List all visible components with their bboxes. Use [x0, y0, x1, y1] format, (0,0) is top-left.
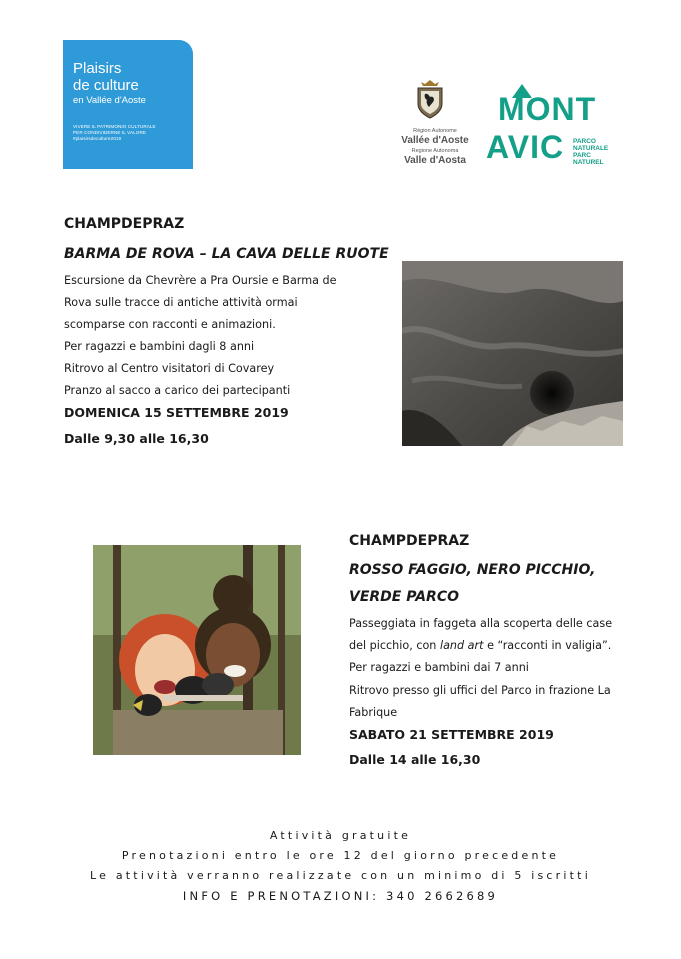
- plaisirs-de-culture-logo: [63, 40, 193, 169]
- event2-desc-emphasis: land art: [439, 639, 484, 652]
- children-photo: [93, 545, 301, 755]
- cave-photo: [402, 261, 623, 446]
- event2-time: Dalle 14 alle 16,30: [349, 752, 481, 767]
- region-text-fr: Vallée d'Aoste: [401, 135, 469, 146]
- footer-booking-deadline: Prenotazioni entro le ore 12 del giorno precedente: [121, 849, 560, 862]
- event1-desc-line: scomparse con racconti e animazioni.: [64, 318, 276, 331]
- event1-desc-line: Rova sulle tracce di antiche attività ormai: [64, 296, 298, 309]
- region-valle-aosta-logo: [395, 80, 475, 170]
- logo-small-line3: #plaisirsdeculture2019: [73, 136, 122, 141]
- park-text-3: PARC: [573, 152, 591, 159]
- footer-free-activities: Attività gratuite: [269, 829, 412, 842]
- event1-time: Dalle 9,30 alle 16,30: [64, 431, 209, 446]
- event2-date: SABATO 21 SETTEMBRE 2019: [349, 727, 554, 742]
- event2-desc-text: e “racconti in valigia”.: [483, 639, 612, 652]
- event1-town: CHAMPDEPRAZ: [64, 216, 185, 232]
- event2-town: CHAMPDEPRAZ: [349, 533, 470, 549]
- event2-title-line2: VERDE PARCO: [349, 589, 460, 605]
- logo-text-line2: de culture: [73, 77, 139, 94]
- mont-avic-word1: MONT: [498, 91, 597, 127]
- logo-small-line1: VIVERE IL PATRIMONIO CULTURALE: [73, 124, 156, 129]
- footer-info-phone: INFO E PRENOTAZIONI: 340 2662689: [182, 889, 499, 903]
- region-text-fr-small: Région Autonome: [413, 128, 457, 134]
- logo-text-line1: Plaisirs: [73, 60, 122, 77]
- event1-desc-line: Per ragazzi e bambini dagli 8 anni: [64, 340, 255, 353]
- logo-small-line2: PER CONDIVIDERNE IL VALORE: [73, 130, 147, 135]
- region-text-it: Valle d'Aosta: [404, 155, 466, 166]
- event2-title-line1: ROSSO FAGGIO, NERO PICCHIO,: [349, 562, 596, 578]
- event1-desc-line: Ritrovo al Centro visitatori di Covarey: [64, 362, 275, 375]
- event1-desc-line: Pranzo al sacco a carico dei partecipanti: [64, 384, 291, 397]
- footer-minimum-participants: Le attività verranno realizzate con un minimo di 5 iscritti: [90, 869, 591, 882]
- event2-desc-line: Ritrovo presso gli uffici del Parco in frazione La: [349, 684, 611, 697]
- event2-desc-line: Per ragazzi e bambini dai 7 anni: [349, 661, 529, 674]
- event2-desc-line: Passeggiata in faggeta alla scoperta delle case: [349, 617, 613, 630]
- event1-desc-line: Escursione da Chevrère a Pra Oursie e Barma de: [64, 274, 337, 287]
- mont-avic-park-logo: [484, 84, 619, 174]
- park-text-4: NATUREL: [573, 159, 604, 166]
- mont-avic-word2: AVIC: [486, 129, 565, 165]
- event2-desc-line: [349, 639, 611, 652]
- coat-of-arms-icon: [415, 80, 445, 120]
- event1-date: DOMENICA 15 SETTEMBRE 2019: [64, 405, 289, 420]
- park-text-2: NATURALE: [573, 145, 609, 152]
- event2-desc-text: del picchio, con: [349, 639, 440, 652]
- region-text-it-small: Regione Autonoma: [411, 148, 459, 154]
- event1-title: BARMA DE ROVA – LA CAVA DELLE RUOTE: [64, 246, 389, 262]
- logo-text-line3: en Vallée d'Aoste: [73, 95, 146, 106]
- event2-desc-line: Fabrique: [349, 706, 398, 719]
- park-text-1: PARCO: [573, 138, 596, 145]
